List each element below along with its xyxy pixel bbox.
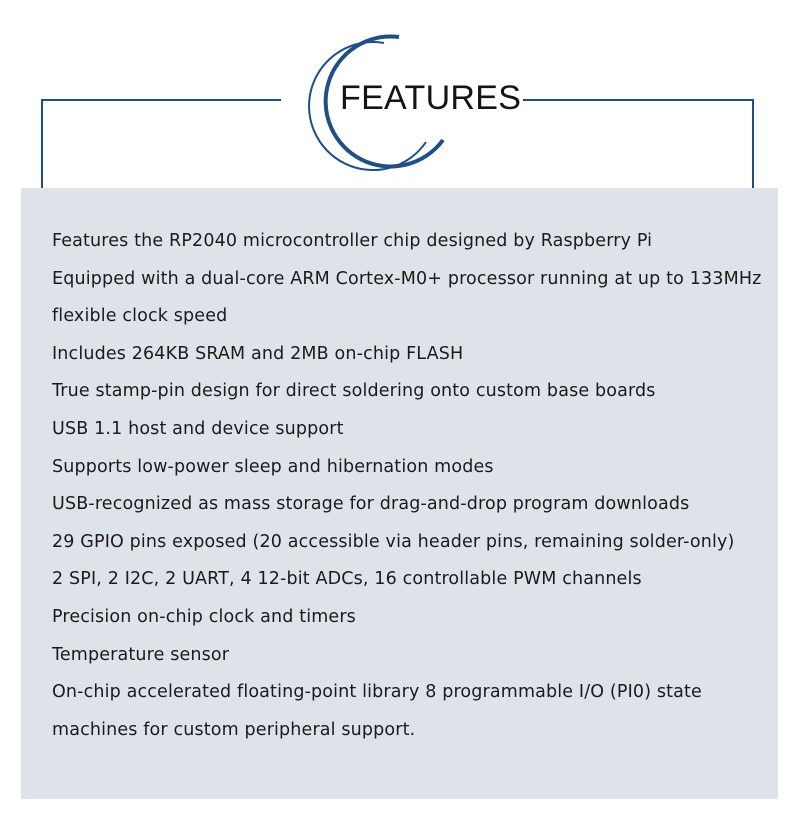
feature-item: USB 1.1 host and device support bbox=[52, 418, 344, 439]
frame-edge-left bbox=[41, 99, 43, 189]
header-rule-right bbox=[523, 99, 754, 101]
feature-item: On-chip accelerated floating-point library 8 programmable I/O (PI0) state bbox=[52, 682, 702, 703]
feature-item: 2 SPI, 2 I2C, 2 UART, 4 12-bit ADCs, 16 controllable PWM channels bbox=[52, 569, 642, 590]
feature-item: Temperature sensor bbox=[52, 644, 230, 665]
feature-item: Features the RP2040 microcontroller chip designed by Raspberry Pi bbox=[52, 231, 653, 251]
feature-item: True stamp-pin design for direct soldering onto custom base boards bbox=[52, 381, 656, 402]
feature-item: Includes 264KB SRAM and 2MB on-chip FLASH bbox=[52, 343, 464, 364]
feature-item: flexible clock speed bbox=[52, 306, 228, 327]
feature-item: Supports low-power sleep and hibernation modes bbox=[52, 456, 494, 477]
feature-item: 29 GPIO pins exposed (20 accessible via header pins, remaining solder-only) bbox=[52, 531, 735, 552]
features-panel bbox=[21, 188, 778, 799]
feature-item: USB-recognized as mass storage for drag-and-drop program downloads bbox=[52, 494, 690, 515]
feature-item: Precision on-chip clock and timers bbox=[52, 606, 356, 627]
frame-edge-right bbox=[752, 99, 754, 189]
feature-item: machines for custom peripheral support. bbox=[52, 719, 416, 740]
features-list bbox=[52, 223, 776, 749]
header-rule-left bbox=[41, 99, 281, 101]
section-title: FEATURES bbox=[340, 79, 522, 117]
feature-item: Equipped with a dual-core ARM Cortex-M0+ processor running at up to 133MHz bbox=[52, 268, 762, 289]
